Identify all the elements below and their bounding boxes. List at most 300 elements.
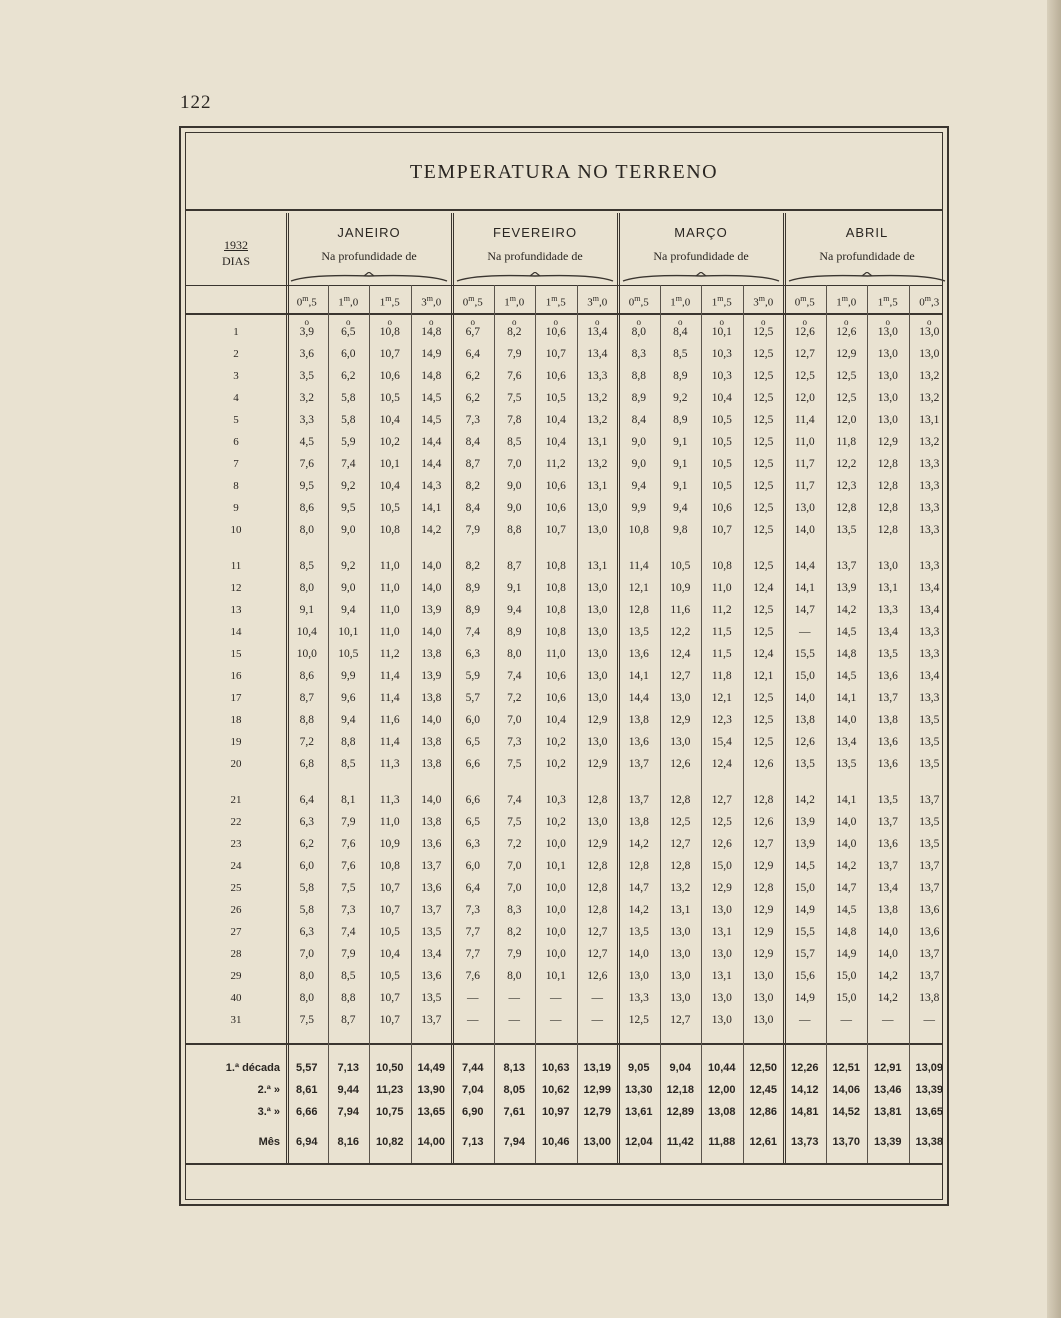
summary-cell: 12,00 (707, 1084, 736, 1096)
temp-cell: 13,8 (877, 714, 898, 726)
day-label: 29 (230, 970, 242, 982)
day-label: 26 (230, 904, 242, 916)
temp-cell: 6,0 (465, 714, 480, 726)
temp-cell: 9,6 (341, 692, 356, 704)
temp-cell: 8,8 (507, 524, 522, 536)
temp-cell: 9,5 (299, 480, 314, 492)
degree-mark: o (719, 317, 724, 327)
summary-cell: 7,13 (337, 1062, 359, 1074)
temp-cell: 14,4 (421, 436, 442, 448)
temp-cell: 8,0 (507, 648, 522, 660)
temp-cell: 11,0 (794, 436, 815, 448)
temp-cell: 10,0 (296, 648, 317, 660)
temp-cell: 13,0 (877, 560, 898, 572)
temp-cell: 5,8 (299, 904, 314, 916)
temp-cell: 15,7 (794, 948, 815, 960)
temp-cell: 14,2 (628, 904, 649, 916)
temp-cell: 6,5 (465, 736, 480, 748)
temp-cell: 14,2 (836, 604, 857, 616)
temp-cell: 12,5 (753, 458, 774, 470)
temp-cell: — (550, 992, 562, 1004)
degree-mark: o (553, 317, 558, 327)
temp-cell: 13,8 (421, 736, 442, 748)
temp-cell: 13,7 (919, 948, 940, 960)
temp-cell: 13,0 (670, 992, 691, 1004)
table-inner (185, 132, 943, 1200)
temp-cell: 10,4 (379, 414, 400, 426)
temp-cell: 11,0 (379, 816, 400, 828)
temp-cell: 12,8 (628, 860, 649, 872)
temp-cell: 13,3 (919, 502, 940, 514)
temp-cell: 14,1 (836, 692, 857, 704)
depth-label: 1$^m$,5 (379, 294, 400, 309)
temp-cell: 14,0 (836, 838, 857, 850)
depth-label: 0$^m$,5 (462, 294, 483, 309)
day-label: 1 (233, 326, 239, 338)
temp-cell: 13,2 (919, 436, 940, 448)
temp-cell: 11,0 (545, 648, 566, 660)
temp-cell: 3,3 (299, 414, 314, 426)
temp-cell: 10,4 (545, 436, 566, 448)
temp-cell: 11,4 (628, 560, 649, 572)
temp-cell: 12,5 (753, 714, 774, 726)
temp-cell: — (591, 1014, 603, 1026)
temp-cell: 13,0 (587, 502, 608, 514)
days-column-rule (286, 213, 289, 1163)
temp-cell: 11,2 (545, 458, 566, 470)
depth-label: 0$^m$,5 (794, 294, 815, 309)
temp-cell: 13,5 (421, 926, 442, 938)
temp-cell: 14,8 (836, 926, 857, 938)
temp-cell: 6,7 o (452, 321, 494, 343)
temp-cell: 10,1 (545, 970, 566, 982)
temp-cell: 12,6 (753, 816, 774, 828)
temp-cell: 14,0 (836, 816, 857, 828)
temp-cell: 14,0 (628, 948, 649, 960)
temp-cell: — (923, 1014, 935, 1026)
temp-cell: 9,4 (631, 480, 646, 492)
temp-cell: 14,7 (628, 882, 649, 894)
temp-cell: 13,7 (877, 816, 898, 828)
temp-cell: 7,4 (465, 626, 480, 638)
temp-cell: 10,8 (545, 626, 566, 638)
temp-cell: 6,3 (465, 648, 480, 660)
summary-cell: 11,88 (708, 1136, 736, 1148)
column-rule (369, 285, 370, 1163)
table-row (186, 343, 942, 365)
temp-cell: 13,2 (587, 458, 608, 470)
temp-cell: 12,8 (587, 794, 608, 806)
temp-cell: 9,1 (673, 436, 688, 448)
day-label: 10 (230, 524, 242, 536)
temp-cell: 7,6 (299, 458, 314, 470)
temp-cell: 12,0 (836, 414, 857, 426)
table-row (186, 519, 942, 541)
summary-label: 3.ª » (257, 1106, 280, 1118)
depth-header-top-rule (186, 285, 942, 286)
temp-cell: 7,0 (507, 860, 522, 872)
temp-cell: 11,6 (670, 604, 691, 616)
month-separator (451, 213, 454, 1163)
temp-cell: 13,7 (919, 882, 940, 894)
temp-cell: 7,6 (341, 838, 356, 850)
summary-cell: 5,57 (296, 1062, 318, 1074)
temp-cell: 10,5 (711, 414, 732, 426)
temp-cell: 11,4 (379, 670, 400, 682)
temp-cell: 6,4 (465, 348, 480, 360)
temp-cell: 7,3 (507, 736, 522, 748)
temp-cell: 13,0 (587, 670, 608, 682)
table-row (186, 687, 942, 709)
column-rule (701, 285, 702, 1163)
temp-cell: 13,2 (587, 392, 608, 404)
temp-cell: 8,1 (341, 794, 356, 806)
table-row (186, 665, 942, 687)
day-label: 7 (233, 458, 239, 470)
temp-cell: 13,1 (877, 582, 898, 594)
temp-cell: 10,8 (545, 582, 566, 594)
temp-cell: 5,8 (341, 414, 356, 426)
degree-mark: o (387, 317, 392, 327)
temp-cell: 12,5 (628, 1014, 649, 1026)
temp-cell: 12,0 (794, 392, 815, 404)
temp-cell: 6,3 (465, 838, 480, 850)
temp-cell: 10,6 (545, 480, 566, 492)
table-row (186, 555, 942, 577)
temp-cell: 13,0 (587, 626, 608, 638)
month-name: MARÇO (674, 225, 728, 240)
temp-cell: 10,6 (379, 370, 400, 382)
temp-cell: 13,4 (587, 348, 608, 360)
temp-cell: 14,2 (877, 970, 898, 982)
temp-cell: 15,4 (711, 736, 732, 748)
temp-cell: 8,6 (299, 670, 314, 682)
temp-cell: 13,3 (628, 992, 649, 1004)
summary-cell: 7,04 (462, 1084, 484, 1096)
temp-cell: 14,5 (836, 904, 857, 916)
summary-cell: 14,06 (832, 1084, 861, 1096)
temp-cell: 8,3 (631, 348, 646, 360)
temp-cell: 11,4 (379, 692, 400, 704)
page-number: 122 (180, 92, 212, 113)
temp-cell: 14,0 (794, 692, 815, 704)
temp-cell: 10,7 (379, 992, 400, 1004)
temp-cell: 11,7 (794, 480, 815, 492)
temp-cell: 10,9 (670, 582, 691, 594)
temp-cell: 10,3 (711, 370, 732, 382)
temp-cell: 12,2 (670, 626, 691, 638)
temp-cell: 8,9 (465, 604, 480, 616)
temp-cell: 10,2 (545, 736, 566, 748)
temp-cell: 6,4 (299, 794, 314, 806)
temp-cell: 12,1 (753, 670, 774, 682)
temp-cell: 13,7 (421, 904, 442, 916)
summary-cell: 7,61 (503, 1106, 525, 1118)
temp-cell: 3,2 (299, 392, 314, 404)
summary-cell: 14,52 (832, 1106, 861, 1118)
table-row (186, 453, 942, 475)
temp-cell: 11,2 (711, 604, 732, 616)
temp-cell: 13,0 (919, 348, 940, 360)
temp-cell: 13,0 (670, 926, 691, 938)
temp-cell: 12,7 (794, 348, 815, 360)
table-row (186, 731, 942, 753)
temp-cell: 13,0 (711, 992, 732, 1004)
temp-cell: 11,4 (379, 736, 400, 748)
column-rule (660, 285, 661, 1163)
column-rule (494, 285, 495, 1163)
summary-row (186, 1057, 942, 1079)
summary-cell: 8,61 (296, 1084, 318, 1096)
temp-cell: 6,5 (465, 816, 480, 828)
temp-cell: 9,2 (341, 560, 356, 572)
temp-cell: 12,9 (877, 436, 898, 448)
temp-cell: 13,1 (587, 436, 608, 448)
depth-label: 3$^m$,0 (421, 294, 442, 309)
temp-cell: 8,9 (673, 370, 688, 382)
temp-cell: 10,5 (379, 392, 400, 404)
temp-cell: 13,0 o (867, 321, 909, 343)
depth-subtitle: Na profundidade de (487, 249, 583, 263)
month-separator (617, 213, 620, 1163)
temp-cell: 13,4 (919, 582, 940, 594)
summary-label: Mês (258, 1136, 280, 1148)
temp-cell: 12,3 (711, 714, 732, 726)
temp-cell: 14,0 (877, 926, 898, 938)
temp-cell: 13,0 (587, 736, 608, 748)
temp-cell: 13,6 (877, 670, 898, 682)
temp-cell: 14,4 (794, 560, 815, 572)
temp-cell: 13,2 (587, 414, 608, 426)
temp-cell: 6,3 (299, 816, 314, 828)
summary-cell: 10,63 (541, 1062, 570, 1074)
day-label: 6 (233, 436, 239, 448)
month-header-4 (784, 213, 950, 287)
depth-subtitle: Na profundidade de (653, 249, 749, 263)
day-label: 25 (230, 882, 242, 894)
temp-cell: 14,5 (421, 392, 442, 404)
temp-cell: 7,2 (507, 838, 522, 850)
table-row (186, 877, 942, 899)
summary-cell: 7,13 (462, 1136, 484, 1148)
temp-cell: 13,0 (711, 904, 732, 916)
temp-cell: 14,9 (794, 992, 815, 1004)
temp-cell: 12,9 (753, 948, 774, 960)
degree-mark: o (429, 317, 434, 327)
temp-cell: 12,6 (794, 736, 815, 748)
temp-cell: 14,4 (421, 458, 442, 470)
temp-cell: 12,6 (670, 758, 691, 770)
day-label: 18 (230, 714, 242, 726)
summary-cell: 13,38 (915, 1136, 944, 1148)
summary-cell: 12,26 (790, 1062, 819, 1074)
temp-cell: 7,4 (341, 926, 356, 938)
day-label: 4 (233, 392, 239, 404)
summary-cell: 10,82 (375, 1136, 404, 1148)
temp-cell: 13,0 (587, 816, 608, 828)
temp-cell: 13,0 (753, 1014, 774, 1026)
table-frame (179, 126, 949, 1206)
temp-cell: 10,8 (379, 524, 400, 536)
summary-row (186, 1131, 942, 1153)
temp-cell: — (591, 992, 603, 1004)
summary-cell: 13,70 (832, 1136, 861, 1148)
temp-cell: 12,4 (711, 758, 732, 770)
day-label: 20 (230, 758, 242, 770)
temp-cell: 13,0 (587, 582, 608, 594)
day-label: 31 (230, 1014, 242, 1026)
table-row (186, 833, 942, 855)
temp-cell: — (467, 1014, 479, 1026)
temp-cell: 10,0 (545, 948, 566, 960)
temp-cell: 12,4 (753, 648, 774, 660)
summary-label: 2.ª » (257, 1084, 280, 1096)
temp-cell: 7,0 (299, 948, 314, 960)
temp-cell: 7,9 (507, 948, 522, 960)
summary-cell: 12,89 (666, 1106, 695, 1118)
temp-cell: 14,7 (836, 882, 857, 894)
table-row (186, 921, 942, 943)
temp-cell: 12,5 (753, 692, 774, 704)
temp-cell: 12,9 (753, 926, 774, 938)
summary-cell: 10,50 (375, 1062, 404, 1074)
temp-cell: 7,5 (507, 816, 522, 828)
temp-cell: 8,5 (341, 758, 356, 770)
temp-cell: 10,7 (711, 524, 732, 536)
temp-cell: 14,0 (794, 524, 815, 536)
temp-cell: — (799, 626, 811, 638)
temp-cell: 7,2 (507, 692, 522, 704)
depth-header-row (286, 285, 942, 313)
temp-cell: 12,8 (670, 860, 691, 872)
temp-cell: 13,7 (919, 970, 940, 982)
temp-cell: 12,8 (753, 794, 774, 806)
column-rule (743, 285, 744, 1163)
temp-cell: 11,0 (379, 604, 400, 616)
summary-cell: 9,04 (669, 1062, 691, 1074)
column-rule (909, 285, 910, 1163)
month-name: ABRIL (845, 225, 889, 240)
temp-cell: 9,0 (631, 458, 646, 470)
temp-cell: 11,8 (836, 436, 857, 448)
temp-cell: — (550, 1014, 562, 1026)
temp-cell: 7,0 (507, 458, 522, 470)
temp-cell: 13,0 (711, 1014, 732, 1026)
temp-cell: 11,6 (379, 714, 400, 726)
temp-cell: 10,5 (379, 926, 400, 938)
depth-label: 1$^m$,5 (545, 294, 566, 309)
temp-cell: 8,8 (341, 736, 356, 748)
column-rule (411, 285, 412, 1163)
day-label: 5 (233, 414, 239, 426)
summary-cell: 13,08 (707, 1106, 736, 1118)
temp-cell: 12,5 (753, 392, 774, 404)
temp-cell: — (508, 992, 520, 1004)
temp-cell: 10,4 (545, 414, 566, 426)
temp-cell: 14,2 (836, 860, 857, 872)
temp-cell: 5,8 (299, 882, 314, 894)
temp-cell: 7,4 (507, 794, 522, 806)
temp-cell: 8,9 (465, 582, 480, 594)
temp-cell: 8,7 (299, 692, 314, 704)
temp-cell: 13,6 (421, 882, 442, 894)
column-rule (826, 285, 827, 1163)
day-label: 19 (230, 736, 242, 748)
temp-cell: 14,2 (877, 992, 898, 1004)
temp-cell: — (508, 1014, 520, 1026)
temp-cell: 5,9 (465, 670, 480, 682)
temp-cell: 13,4 (421, 948, 442, 960)
days-header (186, 237, 286, 269)
temp-cell: 12,9 (753, 904, 774, 916)
temp-cell: 10,7 (545, 348, 566, 360)
temp-cell: 9,1 (673, 458, 688, 470)
table-title: TEMPERATURA NO TERRENO (409, 161, 719, 183)
temp-cell: 13,5 (919, 736, 940, 748)
temp-cell: 13,3 (877, 604, 898, 616)
temp-cell: 7,5 (507, 392, 522, 404)
temp-cell: 9,5 (341, 502, 356, 514)
temp-cell: 14,0 (421, 560, 442, 572)
temp-cell: 13,3 (919, 480, 940, 492)
temp-cell: 12,4 (670, 648, 691, 660)
temp-cell: 12,9 (836, 348, 857, 360)
summary-cell: 14,00 (417, 1136, 446, 1148)
temp-cell: 8,8 (631, 370, 646, 382)
temp-cell: 5,8 (341, 392, 356, 404)
temp-cell: 14,0 (421, 582, 442, 594)
temp-cell: 10,1 o (701, 321, 743, 343)
temp-cell: 7,2 (299, 736, 314, 748)
temp-cell: 13,8 (421, 758, 442, 770)
summary-cell: 10,46 (541, 1136, 570, 1148)
temp-cell: 8,4 (465, 502, 480, 514)
summary-cell: 13,65 (915, 1106, 944, 1118)
temp-cell: 13,7 (919, 860, 940, 872)
temp-cell: 13,5 (919, 816, 940, 828)
temp-cell: 10,8 (628, 524, 649, 536)
temp-cell: 8,0 (299, 582, 314, 594)
temp-cell: 14,0 (421, 626, 442, 638)
temp-cell: 9,8 (673, 524, 688, 536)
temp-cell: 14,1 (421, 502, 442, 514)
summary-cell: 7,94 (337, 1106, 359, 1118)
temp-cell: 8,0 o (618, 321, 660, 343)
temp-cell: 15,0 (836, 992, 857, 1004)
table-row (186, 987, 942, 1009)
temp-cell: 10,4 (545, 714, 566, 726)
temp-cell: 8,7 (465, 458, 480, 470)
summary-cell: 14,12 (790, 1084, 819, 1096)
temp-cell: 7,9 (341, 948, 356, 960)
temp-cell: 12,8 (877, 502, 898, 514)
temp-cell: 13,1 (587, 480, 608, 492)
temp-cell: 9,4 (673, 502, 688, 514)
summary-cell: 13,19 (583, 1062, 612, 1074)
temp-cell: 13,0 (587, 524, 608, 536)
temp-cell: 6,8 (299, 758, 314, 770)
temp-cell: 13,1 (919, 414, 940, 426)
temp-cell: 11,3 (379, 758, 400, 770)
table-row (186, 965, 942, 987)
days-label: DIAS (221, 254, 250, 268)
temp-cell: 13,7 (919, 794, 940, 806)
temp-cell: 9,0 (507, 502, 522, 514)
temp-cell: 10,7 (545, 524, 566, 536)
temp-cell: 14,0 (877, 948, 898, 960)
temp-cell: 13,5 (794, 758, 815, 770)
temp-cell: 14,0 (421, 794, 442, 806)
